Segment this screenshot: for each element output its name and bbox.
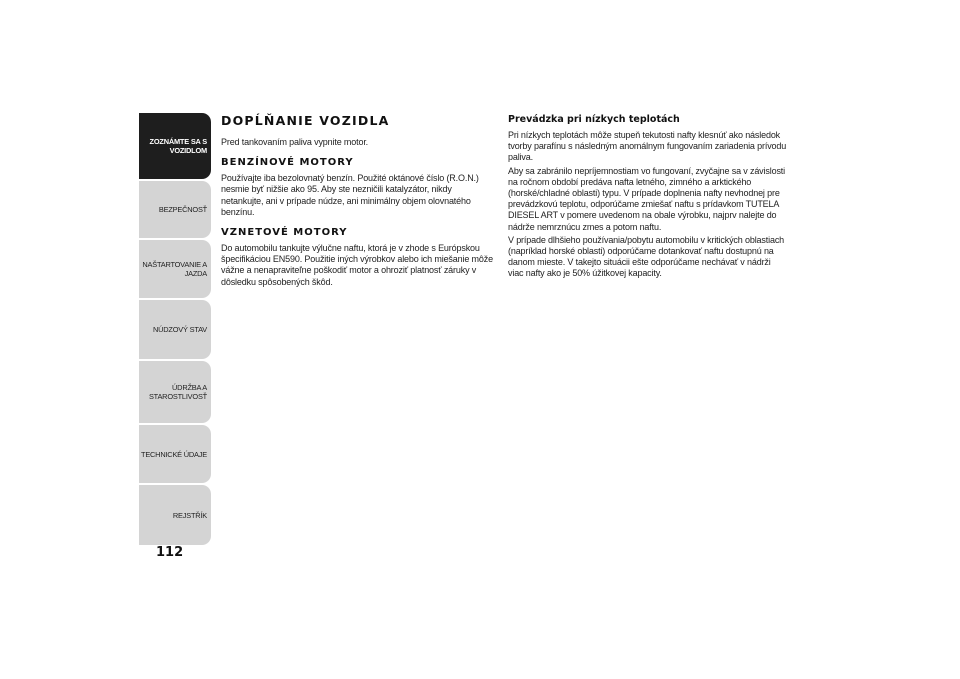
- low-temperature-paragraph-1: Pri nízkych teplotách môže stupeň tekutosti nafty klesnúť ako následok tvorby parafínu s následným anomálnym fungovaním zariadenia prívodu paliva.: [508, 130, 787, 163]
- tab-label-line1: TECHNICKÉ ÚDAJE: [141, 449, 207, 459]
- low-temperature-paragraph-3: V prípade dlhšieho používania/pobytu automobilu v kritických oblastiach (napríklad horské oblasti) odporúčame dotankovať naftu dostupnú na danom mieste. V takejto situácii ešte odporúčame nechávať v nádrži viac nafty ako je 50% úžitkovej kapacity.: [508, 234, 785, 279]
- section-heading-petrol: BENZÍNOVÉ MOTORY: [221, 157, 354, 169]
- tab-label-line2: JAZDA: [184, 269, 207, 278]
- low-temperature-heading: Prevádzka pri nízkych teplotách: [508, 114, 680, 125]
- low-temperature-paragraph-2: Aby sa zabránilo nepríjemnostiam vo fungovaní, zvyčajne sa v závislosti na ročnom období predáva nafta letného, zimného a arktického (horské/chladné oblasti) typu. V prípade doplnenia nafty nevhodnej pre prevádzkovú teplotu, odporúčame zmiešať naftu s prídavkom TUTELA DIESEL ART v pomere uvedenom na obale výrobku, najprv nalejte do nádrže nemrznúcu zmes a potom naftu.: [508, 165, 785, 232]
- tab-udrzba-a-starostlivost[interactable]: [139, 361, 211, 423]
- tab-nastartovanie-a-jazda[interactable]: [139, 240, 211, 298]
- page-title: DOPĹŇANIE VOZIDLA: [221, 113, 390, 128]
- section-heading-diesel: VZNETOVÉ MOTORY: [221, 227, 348, 239]
- tab-label-line1: NAŠTARTOVANIE A: [142, 260, 207, 269]
- tab-label-line1: REJSTŘÍK: [172, 510, 207, 520]
- tab-nudzovy-stav[interactable]: [139, 300, 211, 359]
- tab-technicke-udaje[interactable]: [139, 425, 211, 483]
- tab-label-line2: STAROSTLIVOSŤ: [148, 392, 207, 401]
- tab-label-line1: BEZPEČNOSŤ: [158, 205, 207, 214]
- section-text-diesel: Do automobilu tankujte výlučne naftu, ktorá je v zhode s Európskou špecifikáciou EN590. Použitie iných výrobkov alebo ich miešanie môže vážne a nenapraviteľne poškodiť motor a ohroziť platnosť záruky v dôsledku spôsobených škôd.: [221, 243, 493, 287]
- intro-text: Pred tankovaním paliva vypnite motor.: [221, 137, 369, 147]
- page-number: 112: [156, 545, 184, 560]
- tab-label-line1: ZOZNÁMTE SA S: [149, 137, 207, 146]
- right-column: [508, 113, 788, 280]
- tab-zoznamte-sa-s-vozidlom[interactable]: [139, 113, 211, 179]
- tab-label-line2: VOZIDLOM: [169, 146, 207, 155]
- section-text-petrol: Používajte iba bezolovnatý benzín. Použité oktánové číslo (R.O.N.) nesmie byť nižšie ako 95. Aby ste nezničili katalyzátor, nikdy netankujte, ani v prípade núdze, ani minimálny objem olovnatého benzínu.: [221, 173, 479, 217]
- left-column: [221, 113, 493, 288]
- tab-label-line1: ÚDRŽBA A: [172, 383, 207, 392]
- tab-rejstrik[interactable]: [139, 485, 211, 545]
- tab-bezpecnost[interactable]: [139, 181, 211, 238]
- tab-label-line1: NÚDZOVÝ STAV: [153, 325, 207, 334]
